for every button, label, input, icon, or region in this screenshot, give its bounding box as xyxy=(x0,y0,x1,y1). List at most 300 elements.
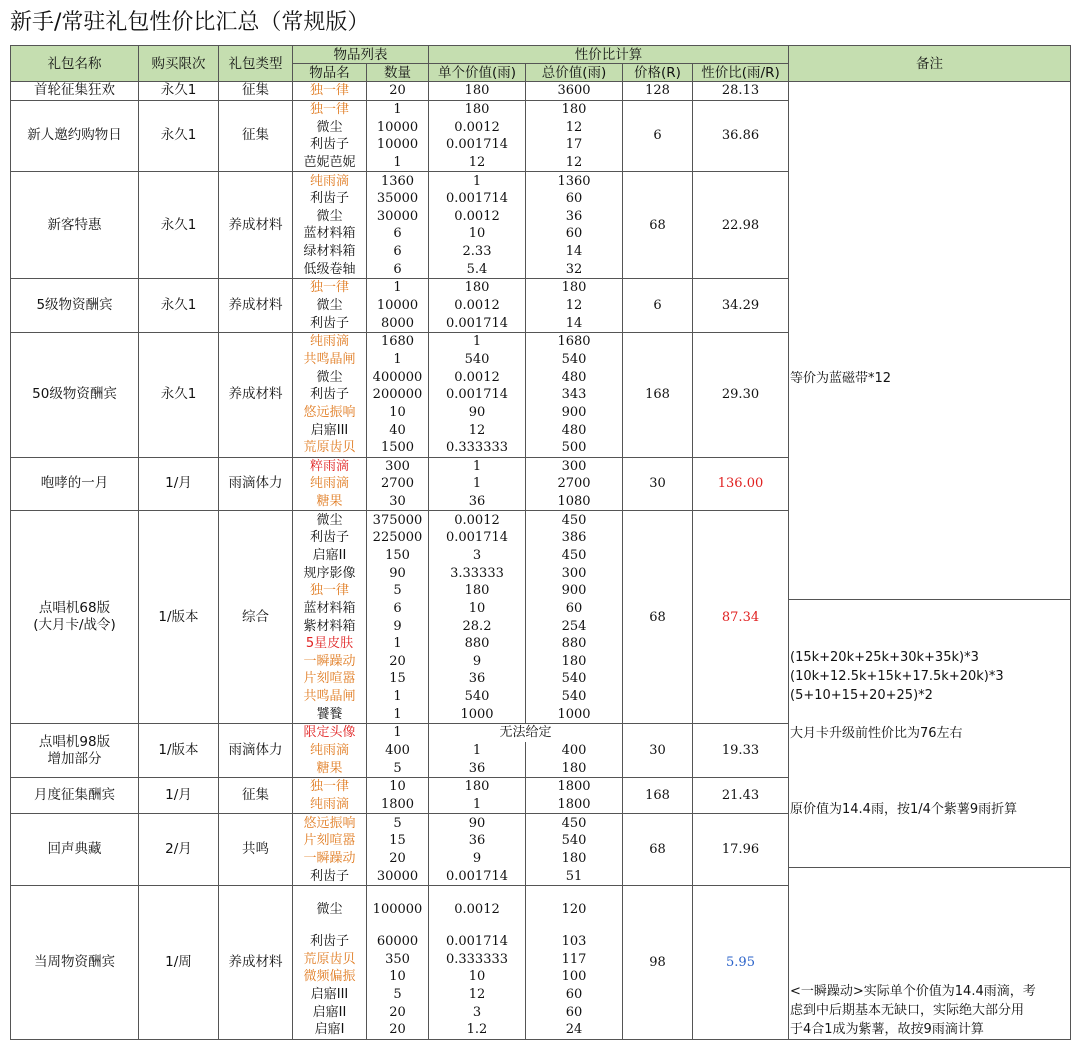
item-qty-cell: 20 xyxy=(367,653,429,671)
pack-price-cell: 168 xyxy=(623,778,693,814)
item-qty-cell: 300 xyxy=(367,457,429,475)
pack-price-cell: 6 xyxy=(623,279,693,333)
item-name-cell: 启寤I xyxy=(293,1021,367,1039)
item-unit-value-cell: 5.4 xyxy=(429,260,526,278)
item-total-value-cell: 540 xyxy=(526,832,623,850)
item-total-value-cell: 386 xyxy=(526,529,623,547)
item-unit-value-cell: 540 xyxy=(429,351,526,369)
note-line: 虑到中后期基本无缺口，实际绝大部分用 xyxy=(790,1002,1025,1018)
item-unit-value-cell: 0.0012 xyxy=(429,208,526,226)
note-line xyxy=(790,350,1070,369)
item-qty-cell: 15 xyxy=(367,670,429,688)
item-unit-value-cell: 0.001714 xyxy=(429,867,526,885)
pack-ratio-cell: 19.33 xyxy=(693,724,789,778)
item-name-cell: 饕餮 xyxy=(293,705,367,723)
item-qty-cell: 6 xyxy=(367,260,429,278)
item-unit-value-cell: 0.0012 xyxy=(429,885,526,932)
item-total-value-cell: 1680 xyxy=(526,332,623,350)
item-name-cell: 片刻喧嚣 xyxy=(293,832,367,850)
item-name-cell: 蓝材料箱 xyxy=(293,225,367,243)
item-unit-value-cell: 36 xyxy=(429,670,526,688)
item-total-value-cell: 480 xyxy=(526,421,623,439)
item-unit-value-cell: 180 xyxy=(429,100,526,118)
item-unit-value-cell: 12 xyxy=(429,986,526,1004)
item-name-cell: 利齿子 xyxy=(293,867,367,885)
note-line: (10k+12.5k+15k+17.5k+20k)*3 xyxy=(790,668,1004,684)
item-unit-value-cell: 0.001714 xyxy=(429,933,526,951)
item-total-value-cell: 540 xyxy=(526,670,623,688)
pack-name-cell xyxy=(11,82,139,101)
item-unit-value-cell: 1 xyxy=(429,796,526,814)
item-unit-value-cell: 3 xyxy=(429,1003,526,1021)
item-total-value-cell: 180 xyxy=(526,279,623,297)
header-value-calc: 性价比计算 xyxy=(429,46,789,64)
item-total-value-cell: 900 xyxy=(526,404,623,422)
item-total-value-cell: 180 xyxy=(526,850,623,868)
item-unit-value-cell: 540 xyxy=(429,688,526,706)
item-total-value-cell: 60 xyxy=(526,190,623,208)
item-unit-value-cell: 10 xyxy=(429,968,526,986)
item-total-value-cell: 1800 xyxy=(526,778,623,796)
item-qty-cell: 20 xyxy=(367,1021,429,1039)
item-name-cell: 纯雨滴 xyxy=(293,332,367,350)
pack-type-cell: 养成材料 xyxy=(219,172,293,279)
pack-limit-cell: 1/周 xyxy=(139,885,219,1039)
item-unit-value-cell: 10 xyxy=(429,600,526,618)
item-total-value-cell: 51 xyxy=(526,867,623,885)
item-name-cell: 共鸣晶闸 xyxy=(293,688,367,706)
item-qty-cell: 15 xyxy=(367,832,429,850)
item-total-value-cell: 1360 xyxy=(526,172,623,190)
pack-name-line: 首轮征集狂欢 xyxy=(34,82,115,99)
item-qty-cell: 1 xyxy=(367,688,429,706)
note-line: 等价为蓝磁带*12 xyxy=(790,371,892,387)
item-qty-cell: 40 xyxy=(367,421,429,439)
item-total-value-cell: 450 xyxy=(526,814,623,832)
item-unit-value-cell: 1 xyxy=(429,332,526,350)
item-total-value-cell: 1080 xyxy=(526,493,623,511)
pack-price-cell: 98 xyxy=(623,885,693,1039)
item-qty-cell: 1 xyxy=(367,154,429,172)
item-name-cell: 糖果 xyxy=(293,493,367,511)
item-total-value-cell: 1800 xyxy=(526,796,623,814)
item-name-cell: 绿材料箱 xyxy=(293,243,367,261)
item-total-value-cell: 1000 xyxy=(526,705,623,723)
note-line xyxy=(790,781,1070,800)
note-line xyxy=(790,762,1070,781)
item-unit-value-cell: 90 xyxy=(429,814,526,832)
header-unit-value: 单个价值(雨) xyxy=(429,64,526,82)
item-name-cell: 纯雨滴 xyxy=(293,796,367,814)
item-name-cell: 利齿子 xyxy=(293,314,367,332)
pack-name-line: 点唱机98版 xyxy=(38,733,111,750)
item-qty-cell: 60000 xyxy=(367,933,429,951)
item-qty-cell: 2700 xyxy=(367,475,429,493)
item-qty-cell: 1 xyxy=(367,279,429,297)
item-qty-cell: 5 xyxy=(367,814,429,832)
item-name-cell: 启寤III xyxy=(293,986,367,1004)
pack-name-line: 5级物资酬宾 xyxy=(36,297,113,314)
item-total-value-cell: 480 xyxy=(526,368,623,386)
item-name-cell: 独一律 xyxy=(293,778,367,796)
value-summary-table xyxy=(10,45,1071,1040)
item-unit-value-cell: 0.001714 xyxy=(429,314,526,332)
item-total-value-cell: 300 xyxy=(526,564,623,582)
item-unit-value-cell: 28.2 xyxy=(429,617,526,635)
item-name-cell: 利齿子 xyxy=(293,190,367,208)
item-qty-cell: 150 xyxy=(367,547,429,565)
pack-price-cell: 68 xyxy=(623,814,693,886)
pack-limit-cell: 永久1 xyxy=(139,279,219,333)
note-line xyxy=(790,868,1070,887)
item-qty-cell: 1 xyxy=(367,100,429,118)
item-name-cell: 纯雨滴 xyxy=(293,742,367,760)
pack-name-line: 点唱机68版 xyxy=(38,600,111,617)
item-qty-cell: 30 xyxy=(367,493,429,511)
pack-type-cell: 征集 xyxy=(219,100,293,172)
header-ratio: 性价比(雨/R) xyxy=(693,64,789,82)
item-unit-value-cell: 0.0012 xyxy=(429,118,526,136)
item-unit-value-cell: 880 xyxy=(429,635,526,653)
pack-limit-cell: 1/版本 xyxy=(139,511,219,724)
header-qty: 数量 xyxy=(367,64,429,82)
item-total-value-cell: 900 xyxy=(526,582,623,600)
item-total-value-cell: 24 xyxy=(526,1021,623,1039)
pack-price-cell: 30 xyxy=(623,724,693,778)
pack-type-cell: 养成材料 xyxy=(219,279,293,333)
pack-type-cell: 养成材料 xyxy=(219,885,293,1039)
pack-name-cell xyxy=(11,100,139,172)
pack-name-line: 回声典藏 xyxy=(47,841,102,858)
item-total-value-cell: 117 xyxy=(526,951,623,969)
item-name-cell: 片刻喧嚣 xyxy=(293,670,367,688)
item-unit-value-cell: 180 xyxy=(429,279,526,297)
pack-name-line: 当周物资酬宾 xyxy=(34,953,115,970)
header-item-name: 物品名 xyxy=(293,64,367,82)
item-qty-cell: 6 xyxy=(367,243,429,261)
item-name-cell: 粹雨滴 xyxy=(293,457,367,475)
item-qty-cell: 400 xyxy=(367,742,429,760)
item-name-cell: 共鸣晶闸 xyxy=(293,351,367,369)
item-name-cell: 限定头像 xyxy=(293,724,367,742)
item-unit-value-cell: 1 xyxy=(429,475,526,493)
item-total-value-cell: 180 xyxy=(526,653,623,671)
item-name-cell: 低级卷轴 xyxy=(293,260,367,278)
item-total-value-cell: 60 xyxy=(526,225,623,243)
pack-price-cell: 128 xyxy=(623,82,693,101)
pack-name-cell xyxy=(11,457,139,511)
item-qty-cell: 1500 xyxy=(367,439,429,457)
item-total-value-cell: 36 xyxy=(526,208,623,226)
notes-cell xyxy=(789,867,1071,1039)
item-unit-value-cell: 10 xyxy=(429,225,526,243)
note-line xyxy=(790,887,1070,906)
pack-price-cell: 30 xyxy=(623,457,693,511)
item-name-cell: 荒原齿贝 xyxy=(293,439,367,457)
item-unit-value-cell: 9 xyxy=(429,653,526,671)
item-qty-cell: 10 xyxy=(367,404,429,422)
item-total-value-cell: 343 xyxy=(526,386,623,404)
pack-limit-cell: 1/版本 xyxy=(139,724,219,778)
item-unit-value-cell: 36 xyxy=(429,832,526,850)
item-total-value-cell: 300 xyxy=(526,457,623,475)
note-line xyxy=(790,312,1070,331)
item-unit-value-cell: 180 xyxy=(429,778,526,796)
item-unit-value-cell: 0.333333 xyxy=(429,439,526,457)
item-unit-value-cell: 1 xyxy=(429,172,526,190)
pack-limit-cell: 永久1 xyxy=(139,82,219,101)
item-name-cell: 启寤II xyxy=(293,547,367,565)
item-unit-value-cell: 180 xyxy=(429,82,526,101)
item-qty-cell: 20 xyxy=(367,1003,429,1021)
item-qty-cell: 1 xyxy=(367,705,429,723)
item-name-cell: 悠远振响 xyxy=(293,404,367,422)
note-line: (15k+20k+25k+30k+35k)*3 xyxy=(790,649,979,665)
pack-price-cell: 6 xyxy=(623,100,693,172)
pack-type-cell: 征集 xyxy=(219,778,293,814)
item-value-unavailable: 无法给定 xyxy=(429,724,623,742)
item-total-value-cell: 100 xyxy=(526,968,623,986)
item-total-value-cell: 12 xyxy=(526,118,623,136)
item-total-value-cell: 180 xyxy=(526,759,623,777)
item-total-value-cell: 12 xyxy=(526,297,623,315)
pack-ratio-cell: 36.86 xyxy=(693,100,789,172)
pack-limit-cell: 1/月 xyxy=(139,457,219,511)
pack-ratio-cell: 87.34 xyxy=(693,511,789,724)
item-name-cell: 紫材料箱 xyxy=(293,617,367,635)
pack-limit-cell: 2/月 xyxy=(139,814,219,886)
item-name-cell: 规序影像 xyxy=(293,564,367,582)
item-qty-cell: 100000 xyxy=(367,885,429,932)
pack-ratio-cell: 21.43 xyxy=(693,778,789,814)
item-total-value-cell: 60 xyxy=(526,986,623,1004)
table-body xyxy=(11,82,1071,1040)
item-name-cell: 微尘 xyxy=(293,368,367,386)
note-line xyxy=(790,331,1070,350)
item-name-cell: 微尘 xyxy=(293,885,367,932)
item-total-value-cell: 254 xyxy=(526,617,623,635)
item-name-cell: 5星皮肤 xyxy=(293,635,367,653)
pack-ratio-cell: 29.30 xyxy=(693,332,789,457)
item-unit-value-cell: 0.0012 xyxy=(429,297,526,315)
item-name-cell: 利齿子 xyxy=(293,529,367,547)
pack-limit-cell: 永久1 xyxy=(139,332,219,457)
item-qty-cell: 1800 xyxy=(367,796,429,814)
item-total-value-cell: 12 xyxy=(526,154,623,172)
item-unit-value-cell: 36 xyxy=(429,493,526,511)
pack-price-cell: 68 xyxy=(623,172,693,279)
item-qty-cell: 10 xyxy=(367,968,429,986)
item-name-cell: 利齿子 xyxy=(293,933,367,951)
item-name-cell: 微尘 xyxy=(293,297,367,315)
pack-name-line: 咆哮的一月 xyxy=(40,475,109,492)
item-name-cell: 微尘 xyxy=(293,118,367,136)
item-name-cell: 一瞬躁动 xyxy=(293,850,367,868)
pack-type-cell: 综合 xyxy=(219,511,293,724)
item-name-cell: 蓝材料箱 xyxy=(293,600,367,618)
pack-limit-cell: 永久1 xyxy=(139,172,219,279)
item-total-value-cell: 540 xyxy=(526,351,623,369)
item-unit-value-cell: 0.001714 xyxy=(429,529,526,547)
item-qty-cell: 375000 xyxy=(367,511,429,529)
note-line xyxy=(790,743,1070,762)
item-unit-value-cell: 3 xyxy=(429,547,526,565)
item-qty-cell: 20 xyxy=(367,82,429,101)
pack-name-cell xyxy=(11,172,139,279)
item-name-cell: 纯雨滴 xyxy=(293,172,367,190)
item-unit-value-cell: 90 xyxy=(429,404,526,422)
item-unit-value-cell: 1 xyxy=(429,457,526,475)
item-name-cell: 独一律 xyxy=(293,82,367,101)
item-unit-value-cell: 1.2 xyxy=(429,1021,526,1039)
item-total-value-cell: 32 xyxy=(526,260,623,278)
pack-name-line: 月度征集酬宾 xyxy=(34,787,115,804)
item-name-cell: 独一律 xyxy=(293,582,367,600)
note-line xyxy=(790,925,1070,944)
pack-name-cell xyxy=(11,332,139,457)
header-limit: 购买限次 xyxy=(139,46,219,82)
header-pack-name: 礼包名称 xyxy=(11,46,139,82)
pack-name-line: 50级物资酬宾 xyxy=(32,386,117,403)
header-total-value: 总价值(雨) xyxy=(526,64,623,82)
pack-price-cell: 68 xyxy=(623,511,693,724)
note-line xyxy=(790,705,1070,724)
header-type: 礼包类型 xyxy=(219,46,293,82)
item-name-cell: 荒原齿贝 xyxy=(293,951,367,969)
item-name-cell: 独一律 xyxy=(293,100,367,118)
item-qty-cell: 6 xyxy=(367,600,429,618)
pack-ratio-cell: 34.29 xyxy=(693,279,789,333)
item-name-cell: 启寤III xyxy=(293,421,367,439)
item-total-value-cell: 60 xyxy=(526,1003,623,1021)
item-unit-value-cell: 1000 xyxy=(429,705,526,723)
item-name-cell: 芭妮芭妮 xyxy=(293,154,367,172)
item-qty-cell: 5 xyxy=(367,582,429,600)
note-line xyxy=(790,293,1070,312)
note-line xyxy=(790,963,1070,982)
pack-type-cell: 养成材料 xyxy=(219,332,293,457)
item-qty-cell: 90 xyxy=(367,564,429,582)
item-unit-value-cell: 2.33 xyxy=(429,243,526,261)
item-qty-cell: 5 xyxy=(367,759,429,777)
pack-type-cell: 雨滴体力 xyxy=(219,457,293,511)
item-name-cell: 一瞬躁动 xyxy=(293,653,367,671)
item-qty-cell: 400000 xyxy=(367,368,429,386)
item-name-cell: 悠远振响 xyxy=(293,814,367,832)
item-total-value-cell: 450 xyxy=(526,511,623,529)
item-qty-cell: 5 xyxy=(367,986,429,1004)
item-name-cell: 独一律 xyxy=(293,279,367,297)
item-qty-cell: 200000 xyxy=(367,386,429,404)
pack-name-line: 新客特惠 xyxy=(47,216,102,233)
item-qty-cell: 350 xyxy=(367,951,429,969)
item-total-value-cell: 3600 xyxy=(526,82,623,101)
pack-name-line: (大月卡/战令) xyxy=(33,617,116,634)
pack-name-cell xyxy=(11,724,139,778)
item-name-cell: 微尘 xyxy=(293,208,367,226)
item-total-value-cell: 500 xyxy=(526,439,623,457)
item-unit-value-cell: 0.001714 xyxy=(429,386,526,404)
item-qty-cell: 20 xyxy=(367,850,429,868)
item-name-cell: 利齿子 xyxy=(293,386,367,404)
item-total-value-cell: 14 xyxy=(526,314,623,332)
item-name-cell: 微频偏振 xyxy=(293,968,367,986)
item-qty-cell: 10000 xyxy=(367,136,429,154)
item-qty-cell: 10 xyxy=(367,778,429,796)
item-total-value-cell: 120 xyxy=(526,885,623,932)
item-total-value-cell: 17 xyxy=(526,136,623,154)
pack-ratio-cell: 28.13 xyxy=(693,82,789,101)
pack-ratio-cell: 22.98 xyxy=(693,172,789,279)
item-total-value-cell: 400 xyxy=(526,742,623,760)
item-qty-cell: 35000 xyxy=(367,190,429,208)
item-total-value-cell: 880 xyxy=(526,635,623,653)
note-line: 大月卡升级前性价比为76左右 xyxy=(790,725,963,741)
item-total-value-cell: 450 xyxy=(526,547,623,565)
item-name-cell: 启寤II xyxy=(293,1003,367,1021)
pack-name-cell xyxy=(11,778,139,814)
header-notes: 备注 xyxy=(789,46,1071,82)
item-unit-value-cell: 36 xyxy=(429,759,526,777)
item-qty-cell: 6 xyxy=(367,225,429,243)
item-qty-cell: 9 xyxy=(367,617,429,635)
notes-cell xyxy=(789,82,1071,600)
pack-name-cell xyxy=(11,511,139,724)
item-total-value-cell: 540 xyxy=(526,688,623,706)
item-qty-cell: 225000 xyxy=(367,529,429,547)
note-line xyxy=(790,906,1070,925)
item-name-cell: 纯雨滴 xyxy=(293,475,367,493)
pack-price-cell: 168 xyxy=(623,332,693,457)
item-unit-value-cell: 0.001714 xyxy=(429,190,526,208)
item-qty-cell: 1 xyxy=(367,635,429,653)
item-unit-value-cell: 12 xyxy=(429,154,526,172)
note-line: 原价值为14.4雨，按1/4个紫薯9雨折算 xyxy=(790,801,1018,817)
item-unit-value-cell: 3.33333 xyxy=(429,564,526,582)
note-line xyxy=(790,944,1070,963)
item-qty-cell: 1360 xyxy=(367,172,429,190)
note-line: (5+10+15+20+25)*2 xyxy=(790,687,933,703)
item-qty-cell: 1680 xyxy=(367,332,429,350)
item-total-value-cell: 60 xyxy=(526,600,623,618)
item-qty-cell: 10000 xyxy=(367,118,429,136)
item-total-value-cell: 180 xyxy=(526,100,623,118)
item-name-cell: 利齿子 xyxy=(293,136,367,154)
pack-name-cell xyxy=(11,814,139,886)
pack-name-cell xyxy=(11,885,139,1039)
item-unit-value-cell: 1 xyxy=(429,742,526,760)
table-row xyxy=(11,82,1071,101)
pack-name-line: 增加部分 xyxy=(47,750,102,767)
header-price: 价格(R) xyxy=(623,64,693,82)
item-unit-value-cell: 0.0012 xyxy=(429,368,526,386)
item-unit-value-cell: 0.001714 xyxy=(429,136,526,154)
note-line: 于4合1成为紫薯，故按9雨滴计算 xyxy=(790,1021,984,1037)
header-item-list: 物品列表 xyxy=(293,46,429,64)
item-qty-cell: 10000 xyxy=(367,297,429,315)
note-line: <一瞬躁动>实际单个价值为14.4雨滴，考 xyxy=(790,983,1036,999)
item-name-cell: 糖果 xyxy=(293,759,367,777)
item-total-value-cell: 103 xyxy=(526,933,623,951)
page-title: 新手/常驻礼包性价比汇总（常规版） xyxy=(10,10,370,35)
pack-ratio-cell: 136.00 xyxy=(693,457,789,511)
pack-type-cell: 征集 xyxy=(219,82,293,101)
item-total-value-cell: 14 xyxy=(526,243,623,261)
item-unit-value-cell: 9 xyxy=(429,850,526,868)
pack-name-cell xyxy=(11,279,139,333)
pack-ratio-cell: 5.95 xyxy=(693,885,789,1039)
item-qty-cell: 30000 xyxy=(367,867,429,885)
